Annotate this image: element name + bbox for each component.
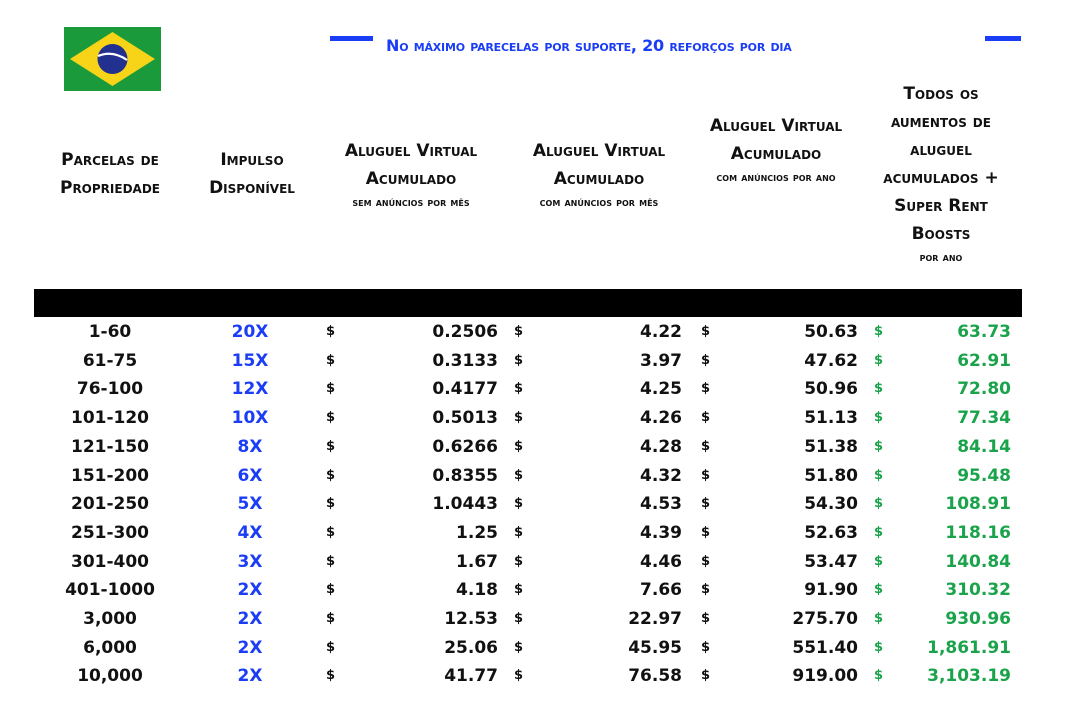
- header-todos-aumentos-label: Todos os aumentos de aluguel acumulados + Super Rent Boosts: [883, 84, 999, 244]
- dollar-sign: $: [874, 524, 884, 540]
- dollar-sign: $: [514, 668, 524, 684]
- dollar-sign: $: [326, 582, 336, 598]
- cell-com-ano: 50.96: [804, 379, 858, 400]
- dollar-sign: $: [701, 496, 711, 512]
- cell-com-mes: 4.22: [640, 322, 682, 342]
- cell-com-ano: 47.62: [804, 350, 858, 371]
- table-row: [0, 548, 1070, 576]
- cell-todos-ano: 1,861.91: [927, 637, 1011, 658]
- cell-com-mes: 7.66: [640, 580, 682, 601]
- dollar-sign: $: [326, 496, 336, 512]
- header-impulso: [192, 146, 312, 202]
- cell-sem-mes: 0.4177: [432, 379, 498, 400]
- cell-com-mes: 4.32: [640, 465, 682, 486]
- cell-range: 1-60: [88, 322, 132, 342]
- dollar-sign: $: [514, 467, 524, 483]
- cell-todos-ano: 118.16: [945, 522, 1011, 543]
- header-aluguel-sem-mes-sub: sem anúncios por mês: [352, 195, 470, 209]
- dollar-sign: $: [514, 611, 524, 626]
- cell-com-ano: 51.80: [804, 465, 858, 486]
- banner-text: No máximo parecelas por suporte, 20 reforços por dia: [386, 36, 792, 55]
- dollar-sign: $: [874, 553, 884, 569]
- table-row: [0, 404, 1070, 432]
- cell-range: 3,000: [83, 609, 137, 629]
- cell-com-ano: 54.30: [804, 494, 858, 515]
- dollar-sign: $: [701, 324, 711, 339]
- dollar-sign: $: [514, 438, 524, 454]
- cell-com-ano: 551.40: [792, 637, 858, 658]
- dollar-sign: $: [874, 611, 884, 626]
- brazil-flag-icon: [64, 27, 161, 91]
- cell-boost: 3X: [237, 551, 263, 572]
- cell-boost: 4X: [237, 522, 263, 543]
- dollar-sign: $: [701, 410, 711, 426]
- dollar-sign: $: [514, 410, 524, 426]
- dollar-sign: $: [874, 324, 884, 339]
- cell-range: 76-100: [76, 379, 144, 400]
- cell-boost: 2X: [237, 580, 263, 601]
- table-row: [0, 634, 1070, 662]
- dollar-sign: $: [514, 324, 524, 339]
- dollar-sign: $: [701, 668, 711, 684]
- cell-com-mes: 4.28: [640, 436, 682, 457]
- table-row: [0, 462, 1070, 490]
- cell-com-ano: 51.38: [804, 436, 858, 457]
- cell-todos-ano: 62.91: [957, 350, 1011, 371]
- cell-com-mes: 76.58: [628, 666, 682, 687]
- cell-com-mes: 4.39: [640, 522, 682, 543]
- cell-boost: 6X: [237, 465, 263, 486]
- table-row: [0, 662, 1070, 690]
- cell-todos-ano: 95.48: [957, 465, 1011, 486]
- cell-com-mes: 4.26: [640, 408, 682, 429]
- dollar-sign: $: [326, 438, 336, 454]
- cell-sem-mes: 41.77: [444, 666, 498, 687]
- table-row: [0, 605, 1070, 633]
- cell-sem-mes: 0.8355: [432, 465, 498, 486]
- dollar-sign: $: [701, 582, 711, 598]
- header-aluguel-sem-mes: [322, 137, 500, 211]
- dollar-sign: $: [326, 639, 336, 655]
- cell-com-ano: 91.90: [804, 580, 858, 601]
- cell-com-mes: 4.53: [640, 494, 682, 515]
- cell-todos-ano: 140.84: [945, 551, 1011, 572]
- cell-com-mes: 4.25: [640, 379, 682, 400]
- dollar-sign: $: [514, 352, 524, 368]
- table-row: [0, 318, 1070, 346]
- dollar-sign: $: [326, 381, 336, 397]
- dollar-sign: $: [701, 467, 711, 483]
- dollar-sign: $: [874, 381, 884, 397]
- dollar-sign: $: [874, 438, 884, 454]
- cell-boost: 8X: [237, 436, 263, 457]
- dollar-sign: $: [874, 668, 884, 684]
- header-impulso-label: Impulso Disponível: [209, 150, 295, 198]
- cell-range: 301-400: [70, 551, 150, 572]
- cell-com-mes: 45.95: [628, 637, 682, 658]
- header-todos-aumentos: [866, 80, 1016, 266]
- dollar-sign: $: [701, 524, 711, 540]
- dollar-sign: $: [514, 524, 524, 540]
- dollar-sign: $: [326, 553, 336, 569]
- cell-sem-mes: 25.06: [444, 637, 498, 658]
- cell-com-mes: 22.97: [628, 609, 682, 629]
- dollar-sign: $: [514, 582, 524, 598]
- dollar-sign: $: [326, 467, 336, 483]
- cell-todos-ano: 310.32: [945, 580, 1011, 601]
- cell-com-ano: 275.70: [792, 609, 858, 629]
- banner-line-left: [330, 36, 373, 41]
- dollar-sign: $: [874, 352, 884, 368]
- cell-com-ano: 53.47: [804, 551, 858, 572]
- dollar-sign: $: [701, 352, 711, 368]
- cell-boost: 20X: [231, 322, 269, 342]
- cell-boost: 5X: [237, 494, 263, 515]
- header-aluguel-sem-mes-label: Aluguel Virtual Acumulado: [344, 141, 478, 189]
- cell-sem-mes: 1.25: [456, 522, 498, 543]
- cell-sem-mes: 1.0443: [432, 494, 498, 515]
- dollar-sign: $: [514, 553, 524, 569]
- dollar-sign: $: [701, 381, 711, 397]
- header-divider-bar: [34, 289, 1022, 317]
- cell-todos-ano: 3,103.19: [927, 666, 1011, 687]
- cell-range: 201-250: [70, 494, 150, 515]
- dollar-sign: $: [874, 582, 884, 598]
- cell-sem-mes: 0.3133: [432, 350, 498, 371]
- cell-sem-mes: 1.67: [456, 551, 498, 572]
- dollar-sign: $: [701, 553, 711, 569]
- cell-com-mes: 3.97: [640, 350, 682, 371]
- cell-todos-ano: 108.91: [945, 494, 1011, 515]
- cell-com-mes: 4.46: [640, 551, 682, 572]
- cell-range: 61-75: [82, 350, 138, 371]
- cell-range: 10,000: [77, 666, 143, 687]
- dollar-sign: $: [326, 668, 336, 684]
- table-row: [0, 490, 1070, 518]
- cell-boost: 2X: [237, 609, 263, 629]
- dollar-sign: $: [874, 467, 884, 483]
- table-row: [0, 433, 1070, 461]
- cell-todos-ano: 72.80: [957, 379, 1011, 400]
- cell-range: 151-200: [70, 465, 150, 486]
- cell-range: 6,000: [83, 637, 137, 658]
- dollar-sign: $: [701, 639, 711, 655]
- cell-sem-mes: 0.5013: [432, 408, 498, 429]
- dollar-sign: $: [701, 438, 711, 454]
- cell-range: 101-120: [70, 408, 150, 429]
- cell-todos-ano: 63.73: [957, 322, 1011, 342]
- cell-boost: 2X: [237, 637, 263, 658]
- header-aluguel-com-mes: [510, 137, 688, 211]
- dollar-sign: $: [874, 410, 884, 426]
- cell-sem-mes: 12.53: [444, 609, 498, 629]
- cell-com-ano: 52.63: [804, 522, 858, 543]
- cell-todos-ano: 930.96: [945, 609, 1011, 629]
- header-aluguel-com-mes-sub: com anúncios por mês: [539, 195, 659, 209]
- banner-line-right: [985, 36, 1021, 41]
- dollar-sign: $: [326, 611, 336, 626]
- dollar-sign: $: [326, 324, 336, 339]
- cell-range: 401-1000: [65, 580, 155, 601]
- dollar-sign: $: [874, 639, 884, 655]
- cell-com-ano: 919.00: [792, 666, 858, 687]
- table-row: [0, 576, 1070, 604]
- cell-boost: 10X: [231, 408, 269, 429]
- cell-todos-ano: 77.34: [957, 408, 1011, 429]
- table-row: [0, 519, 1070, 547]
- cell-range: 251-300: [70, 522, 150, 543]
- header-parcelas-label: Parcelas de Propriedade: [59, 150, 160, 198]
- header-aluguel-com-mes-label: Aluguel Virtual Acumulado: [532, 141, 666, 189]
- dollar-sign: $: [874, 496, 884, 512]
- table-row: [0, 347, 1070, 375]
- dollar-sign: $: [514, 496, 524, 512]
- cell-sem-mes: 0.6266: [432, 436, 498, 457]
- cell-range: 121-150: [70, 436, 150, 457]
- header-aluguel-com-ano: [706, 112, 846, 186]
- header-todos-aumentos-sub: por ano: [919, 250, 963, 264]
- dollar-sign: $: [326, 410, 336, 426]
- dollar-sign: $: [701, 611, 711, 626]
- cell-com-ano: 51.13: [804, 408, 858, 429]
- header-aluguel-com-ano-sub: com anúncios por ano: [716, 170, 836, 184]
- dollar-sign: $: [326, 524, 336, 540]
- dollar-sign: $: [514, 381, 524, 397]
- dollar-sign: $: [514, 639, 524, 655]
- cell-sem-mes: 0.2506: [432, 322, 498, 342]
- header-parcelas: [40, 146, 180, 202]
- cell-boost: 15X: [231, 350, 269, 371]
- header-aluguel-com-ano-label: Aluguel Virtual Acumulado: [709, 116, 843, 164]
- cell-todos-ano: 84.14: [957, 436, 1011, 457]
- dollar-sign: $: [326, 352, 336, 368]
- table-row: [0, 375, 1070, 403]
- cell-com-ano: 50.63: [804, 322, 858, 342]
- cell-boost: 12X: [231, 379, 269, 400]
- cell-sem-mes: 4.18: [456, 580, 498, 601]
- cell-boost: 2X: [237, 666, 263, 687]
